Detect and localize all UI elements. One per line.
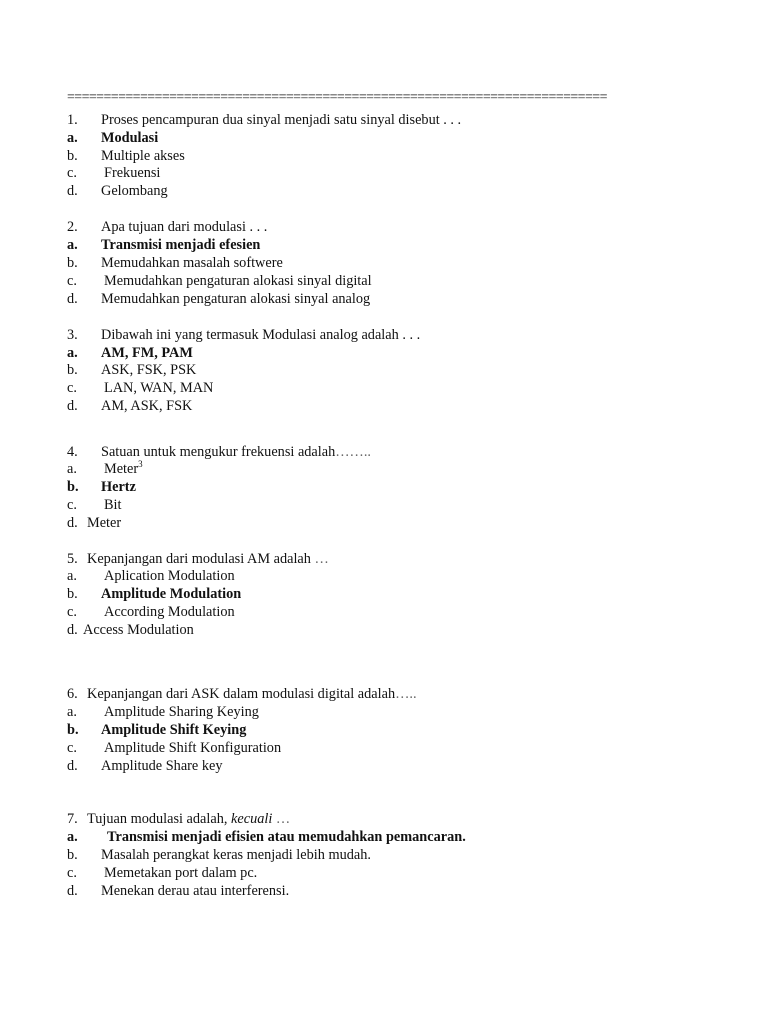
option-label: d. [67, 883, 78, 899]
option-label: b. [67, 586, 78, 602]
question-number: 4. [67, 444, 78, 460]
option-label: b. [67, 847, 78, 863]
option-text: Memudahkan pengaturan alokasi sinyal analog [101, 291, 371, 307]
question-4 [67, 443, 371, 461]
question-number: 5. [67, 551, 78, 567]
option-text: Hertz [101, 479, 136, 495]
option-label: a. [67, 345, 78, 361]
answer-option [67, 361, 196, 379]
answer-option [67, 739, 281, 757]
question-text: Tujuan modulasi adalah, [87, 811, 228, 827]
question-text: Kepanjangan dari ASK dalam modulasi digital adalah [87, 686, 396, 702]
answer-option-correct [67, 478, 136, 496]
answer-option-correct [67, 721, 246, 739]
option-label: a. [67, 130, 78, 146]
option-text: Amplitude Sharing Keying [104, 704, 259, 720]
option-label: a. [67, 237, 78, 253]
superscript: 3 [138, 459, 143, 470]
question-text: Kepanjangan dari modulasi AM adalah [87, 551, 311, 567]
answer-option [67, 272, 372, 290]
answer-option [67, 496, 121, 514]
answer-option-correct [67, 129, 158, 147]
question-6 [67, 685, 417, 703]
question-2 [67, 218, 267, 236]
option-label: d. [67, 183, 78, 199]
option-label: d. [67, 758, 78, 774]
answer-option [67, 460, 143, 478]
question-number: 2. [67, 219, 78, 235]
question-emphasis: kecuali [231, 811, 273, 827]
question-text: Dibawah ini yang termasuk Modulasi analog adalah . . . [101, 327, 421, 343]
option-text: Amplitude Shift Konfiguration [104, 740, 282, 756]
answer-option [67, 397, 192, 415]
option-text: Frekuensi [104, 165, 161, 181]
question-3 [67, 326, 420, 344]
answer-option [67, 603, 235, 621]
option-text: AM, ASK, FSK [101, 398, 193, 414]
answer-option [67, 514, 121, 532]
answer-option [67, 846, 371, 864]
option-label: b. [67, 479, 79, 495]
option-label: c. [67, 604, 77, 620]
question-7 [67, 810, 290, 828]
answer-option [67, 290, 370, 308]
option-label: a. [67, 461, 77, 477]
question-dots: … [275, 811, 291, 827]
question-text: Proses pencampuran dua sinyal menjadi satu sinyal disebut . . . [101, 112, 462, 128]
option-label: c. [67, 273, 77, 289]
answer-option-correct [67, 585, 241, 603]
question-1 [67, 111, 461, 129]
option-label: d. [67, 291, 78, 307]
option-text: AM, FM, PAM [101, 345, 193, 361]
answer-option-correct [67, 828, 466, 846]
answer-option [67, 882, 289, 900]
option-label: c. [67, 380, 77, 396]
option-label: b. [67, 255, 78, 271]
answer-option [67, 182, 168, 200]
separator-line: ========================================================================== [67, 91, 607, 105]
answer-option [67, 621, 194, 639]
answer-option [67, 164, 160, 182]
answer-option [67, 567, 235, 585]
option-label: c. [67, 165, 77, 181]
question-text: Satuan untuk mengukur frekuensi adalah [101, 444, 336, 460]
option-text: Amplitude Shift Keying [101, 722, 247, 738]
option-text: Modulasi [101, 130, 159, 146]
question-dots: … [314, 551, 329, 567]
option-text: Amplitude Share key [101, 758, 223, 774]
question-number: 7. [67, 811, 78, 827]
question-dots: …….. [335, 444, 371, 460]
option-text: Meter [87, 515, 122, 531]
option-label: c. [67, 865, 77, 881]
option-label: d. [67, 398, 78, 414]
option-text: Access Modulation [83, 622, 194, 638]
option-label: b. [67, 148, 78, 164]
option-text: Memetakan port dalam pc. [104, 865, 258, 881]
option-label: a. [67, 568, 77, 584]
option-label: a. [67, 829, 78, 845]
question-text: Apa tujuan dari modulasi . . . [101, 219, 268, 235]
option-text: Meter [104, 461, 139, 477]
answer-option [67, 703, 259, 721]
option-text: Bit [104, 497, 122, 513]
option-label: d. [67, 515, 78, 531]
option-text: According Modulation [104, 604, 235, 620]
option-label: a. [67, 704, 77, 720]
option-text: Menekan derau atau interferensi. [101, 883, 290, 899]
option-text: Aplication Modulation [104, 568, 235, 584]
option-text: Multiple akses [101, 148, 185, 164]
option-text: Gelombang [101, 183, 168, 199]
question-dots: ….. [395, 686, 417, 702]
answer-option-correct [67, 344, 193, 362]
option-text: ASK, FSK, PSK [101, 362, 197, 378]
question-number: 1. [67, 112, 78, 128]
option-label: b. [67, 362, 78, 378]
option-text: Transmisi menjadi efesien [101, 237, 261, 253]
question-number: 3. [67, 327, 78, 343]
answer-option [67, 757, 223, 775]
option-text: Amplitude Modulation [101, 586, 242, 602]
option-label: d. [67, 622, 78, 638]
option-text: Masalah perangkat keras menjadi lebih mudah. [101, 847, 371, 863]
answer-option [67, 864, 257, 882]
option-label: c. [67, 497, 77, 513]
option-text: Memudahkan pengaturan alokasi sinyal digital [104, 273, 372, 289]
question-5 [67, 550, 329, 568]
question-number: 6. [67, 686, 78, 702]
option-text: Memudahkan masalah softwere [101, 255, 283, 271]
answer-option [67, 379, 213, 397]
option-text: LAN, WAN, MAN [104, 380, 214, 396]
answer-option-correct [67, 236, 260, 254]
answer-option [67, 254, 283, 272]
answer-option [67, 147, 185, 165]
option-label: c. [67, 740, 77, 756]
option-label: b. [67, 722, 79, 738]
option-text: Transmisi menjadi efisien atau memudahkan pemancaran. [107, 829, 466, 845]
